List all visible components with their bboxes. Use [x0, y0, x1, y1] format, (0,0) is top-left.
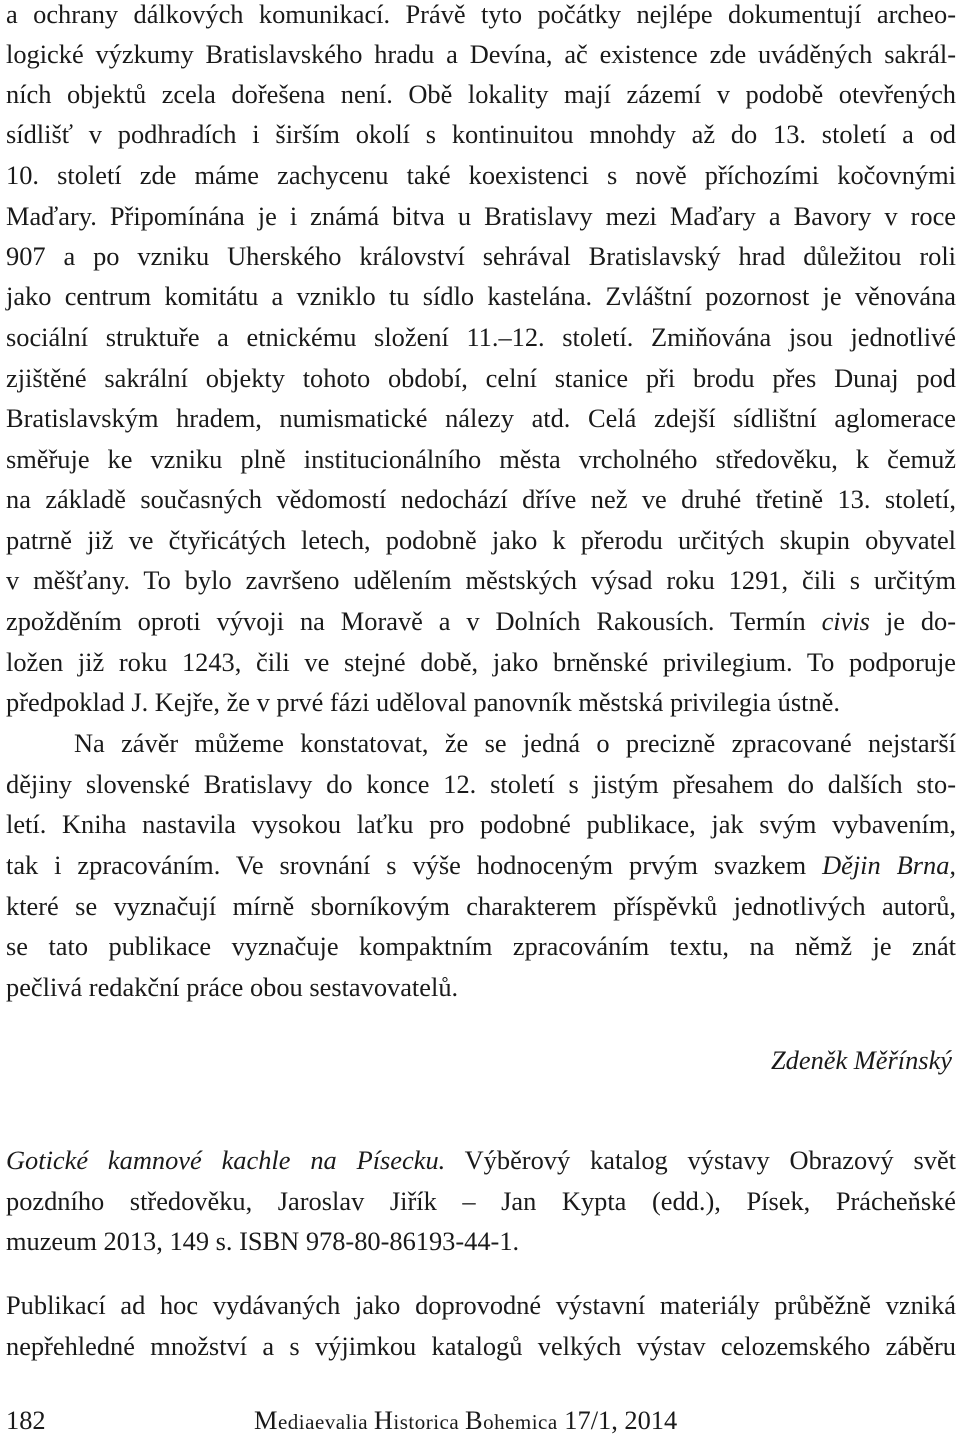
body-line: sociální struktuře a etnickému složení 11.–12. století. Zmiňována jsou jednotlivé	[6, 322, 956, 352]
journal-issue: 17/1, 2014	[557, 1405, 678, 1435]
body-line: v měšťany. To bylo završeno udělením městských výsad roku 1291, čili s určitým	[6, 565, 956, 595]
body-line: 10. století zde máme zachycenu také koexistenci s nově příchozími kočovnými	[6, 160, 956, 190]
body-line: ložen již roku 1243, čili ve stejné době, jako brněnské privilegium. To podporuje	[6, 647, 956, 677]
body-line: Bratislavským hradem, numismatické nálezy atd. Celá zdejší sídlištní aglomerace	[6, 403, 956, 433]
conclusion-line-with-title	[6, 845, 956, 885]
review-heading-line: pozdního středověku, Jaroslav Jiřík – Jan Kypta (edd.), Písek, Prácheňské	[6, 1186, 956, 1216]
latin-term: civis	[821, 606, 870, 636]
review-book-title: Gotické kamnové kachle na Písecku.	[6, 1145, 446, 1175]
body-line: jako centrum komitátu a vzniklo tu sídlo kastelána. Zvláštní pozornost je věnována	[6, 281, 956, 311]
conclusion-line: letí. Kniha nastavila vysokou laťku pro podobné publikace, jak svým vybavením,	[6, 809, 956, 839]
book-title: Dějin Brna,	[822, 850, 956, 880]
body-text: tak i zpracováním. Ve srovnání s výše hodnoceným prvým svazkem	[6, 850, 823, 880]
review-heading-text: Výběrový katalog výstavy Obrazový svět	[445, 1145, 956, 1175]
conclusion-line: které se vyznačují mírně sborníkovým charakterem příspěvků jednotlivých autorů,	[6, 891, 956, 921]
document-page	[6, 0, 957, 1435]
conclusion-line: se tato publikace vyznačuje kompaktním zpracováním textu, na němž je znát	[6, 931, 956, 961]
body-line: patrně již ve čtyřicátých letech, podobně jako k přerodu určitých skupin obyvatel	[6, 525, 956, 555]
body-text: zpožděním oproti vývoji na Moravě a v Dolních Rakousích. Termín	[6, 606, 822, 636]
body-line: a ochrany dálkových komunikací. Právě tyto počátky nejlépe dokumentují archeo-	[6, 0, 956, 29]
body-line: Maďary. Připomínána je i známá bitva u Bratislavy mezi Maďary a Bavory v roce	[6, 201, 956, 231]
review-body-line: Publikací ad hoc vydávaných jako doprovodné výstavní materiály průběžně vzniká	[6, 1290, 956, 1320]
body-line-with-term	[6, 601, 956, 641]
body-line: směřuje ke vzniku plně institucionálního města vrcholného středověku, k čemuž	[6, 444, 956, 474]
body-text: je do-	[869, 606, 957, 636]
review-heading-line	[6, 1140, 956, 1180]
conclusion-line: Na závěr můžeme konstatovat, že se jedná o precizně zpracované nejstarší	[74, 728, 956, 758]
journal-name: Mediaevalia Historica Bohemica	[254, 1405, 558, 1435]
review-heading-line: muzeum 2013, 149 s. ISBN 978-80-86193-44-1.	[6, 1226, 520, 1256]
reviewer-signature: Zdeněk Měřínský	[771, 1045, 952, 1075]
body-line: zjištěné sakrální objekty tohoto období, celní stanice při brodu přes Dunaj pod	[6, 363, 956, 393]
conclusion-line: pečlivá redakční práce obou sestavovatelů.	[6, 972, 459, 1002]
conclusion-line: dějiny slovenské Bratislavy do konce 12. století s jistým přesahem do dalších sto-	[6, 769, 956, 799]
body-line: logické výzkumy Bratislavského hradu a Devína, ač existence zde uváděných sakrál-	[6, 39, 956, 69]
body-line: předpoklad J. Kejře, že v prvé fázi uděloval panovník městská privilegia ústně.	[6, 687, 840, 717]
page-number: 182	[6, 1405, 46, 1435]
body-line: na základě současných vědomostí nedochází dříve než ve druhé třetině 13. století,	[6, 484, 956, 514]
page-footer	[6, 1400, 677, 1440]
body-line: sídlišť v podhradích i širším okolí s kontinuitou mnohdy až do 13. století a od	[6, 119, 956, 149]
body-line: ních objektů zcela dořešena není. Obě lokality mají zázemí v podobě otevřených	[6, 79, 956, 109]
review-body-line: nepřehledné množství a s výjimkou katalogů velkých výstav celozemského záběru	[6, 1331, 956, 1361]
body-line: 907 a po vzniku Uherského království sehrával Bratislavský hrad důležitou roli	[6, 241, 956, 271]
